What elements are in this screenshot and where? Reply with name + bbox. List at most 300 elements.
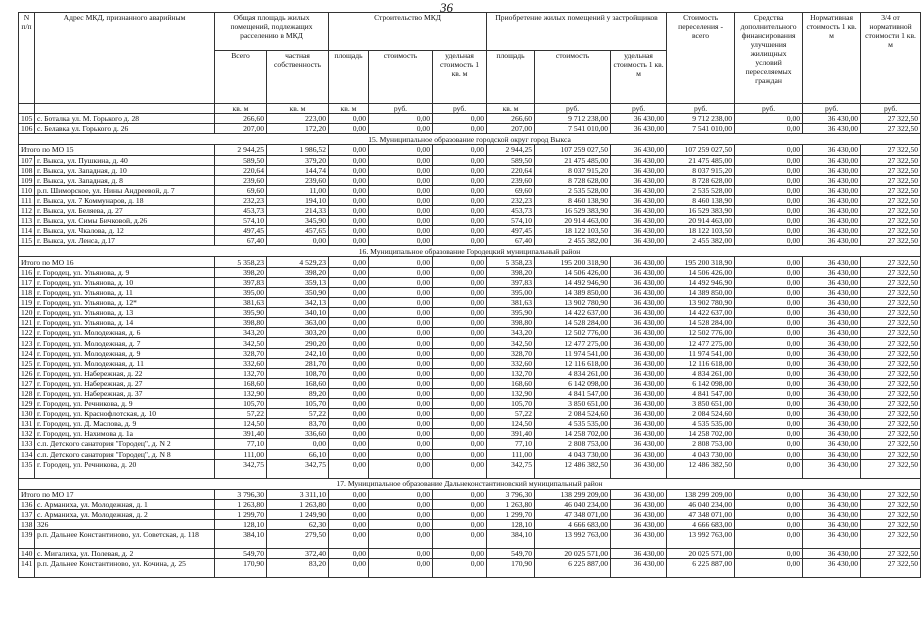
value-cell: 0,00 <box>735 328 803 338</box>
value-cell: 0,00 <box>433 185 487 195</box>
value-cell: 36 430,00 <box>611 489 667 499</box>
row-number: 141 <box>19 559 35 578</box>
value-cell: 4 043 730,00 <box>667 449 735 459</box>
value-cell: 27 322,50 <box>861 328 921 338</box>
section-row <box>19 134 921 145</box>
row-number: 115 <box>19 236 35 246</box>
section-row <box>19 246 921 257</box>
value-cell: 0,00 <box>369 318 433 328</box>
value-cell: 0,00 <box>433 348 487 358</box>
value-cell: 3 311,10 <box>267 489 329 499</box>
value-cell: 395,00 <box>215 288 267 298</box>
row-address: г. Городец, ул. Набережная, д. 22 <box>35 368 215 378</box>
row-number: 113 <box>19 216 35 226</box>
value-cell: 36 430,00 <box>803 175 861 185</box>
row-address: г. Выкса, ул. Западная, д. 8 <box>35 175 215 185</box>
table-row <box>19 185 921 195</box>
value-cell: 57,22 <box>215 409 267 419</box>
value-cell: 0,00 <box>433 195 487 205</box>
value-cell: 12 116 618,00 <box>667 358 735 368</box>
value-cell: 281,70 <box>267 358 329 368</box>
value-cell: 0,00 <box>433 328 487 338</box>
value-cell: 77,10 <box>215 439 267 449</box>
table-row <box>19 409 921 419</box>
value-cell: 3 850 651,00 <box>667 399 735 409</box>
value-cell: 27 322,50 <box>861 308 921 318</box>
value-cell: 36 430,00 <box>803 399 861 409</box>
value-cell: 13 992 763,00 <box>535 530 611 549</box>
row-number: 125 <box>19 358 35 368</box>
table-row <box>19 348 921 358</box>
value-cell: 36 430,00 <box>611 124 667 134</box>
value-cell: 1 263,80 <box>215 499 267 509</box>
row-address: г. Городец, ул. Молодежная, д. 9 <box>35 348 215 358</box>
table-row <box>19 439 921 449</box>
value-cell: 36 430,00 <box>803 145 861 155</box>
value-cell: 232,23 <box>215 195 267 205</box>
value-cell: 0,00 <box>433 399 487 409</box>
row-address: г. Выкса, ул. Беляева, д. 27 <box>35 206 215 216</box>
row-address: г. Городец, ул. Речникова, д. 20 <box>35 459 215 478</box>
value-cell: 27 322,50 <box>861 520 921 530</box>
unit-cell: руб. <box>611 104 667 114</box>
header-sub-cost: стоимость <box>535 51 611 104</box>
section-title: 17. Муниципальное образование Дальнеконстантиновский муниципальный район <box>19 478 921 489</box>
row-address: р.п. Шиморское, ул. Нины Андреевой, д. 7 <box>35 185 215 195</box>
row-address: с. Арманиха, ул. Молодежная, д. 1 <box>35 499 215 509</box>
value-cell: 5 358,23 <box>487 257 535 267</box>
value-cell: 14 422 637,00 <box>535 308 611 318</box>
value-cell: 27 322,50 <box>861 185 921 195</box>
value-cell: 397,83 <box>487 277 535 287</box>
row-number: 120 <box>19 308 35 318</box>
row-number: 130 <box>19 409 35 419</box>
value-cell: 8 037 915,20 <box>535 165 611 175</box>
value-cell: 332,60 <box>215 358 267 368</box>
value-cell: 36 430,00 <box>803 459 861 478</box>
value-cell: 2 944,25 <box>215 145 267 155</box>
value-cell: 214,33 <box>267 206 329 216</box>
row-address: г. Городец, ул. Краснофлотская, д. 10 <box>35 409 215 419</box>
table-row <box>19 429 921 439</box>
value-cell: 1 263,80 <box>487 499 535 509</box>
value-cell: 20 914 463,00 <box>667 216 735 226</box>
value-cell: 11,00 <box>267 185 329 195</box>
value-cell: 36 430,00 <box>611 216 667 226</box>
value-cell: 2 455 382,00 <box>667 236 735 246</box>
value-cell: 27 322,50 <box>861 409 921 419</box>
value-cell: 589,50 <box>487 155 535 165</box>
value-cell: 0,00 <box>433 388 487 398</box>
table-row <box>19 308 921 318</box>
value-cell: 27 322,50 <box>861 206 921 216</box>
value-cell: 397,83 <box>215 277 267 287</box>
value-cell: 36 430,00 <box>803 388 861 398</box>
value-cell: 36 430,00 <box>803 358 861 368</box>
value-cell: 0,00 <box>735 409 803 419</box>
value-cell: 36 430,00 <box>803 378 861 388</box>
value-cell: 342,13 <box>267 298 329 308</box>
value-cell: 0,00 <box>329 368 369 378</box>
value-cell: 0,00 <box>433 165 487 175</box>
value-cell: 12 486 382,50 <box>535 459 611 478</box>
value-cell: 12 502 776,00 <box>667 328 735 338</box>
row-number: 137 <box>19 510 35 520</box>
value-cell: 46 040 234,00 <box>535 499 611 509</box>
value-cell: 0,00 <box>329 308 369 318</box>
value-cell: 124,50 <box>215 419 267 429</box>
value-cell: 0,00 <box>369 216 433 226</box>
value-cell: 0,00 <box>433 358 487 368</box>
value-cell: 36 430,00 <box>803 277 861 287</box>
value-cell: 0,00 <box>369 368 433 378</box>
value-cell: 266,60 <box>215 114 267 124</box>
value-cell: 18 122 103,50 <box>667 226 735 236</box>
value-cell: 36 430,00 <box>803 348 861 358</box>
value-cell: 0,00 <box>433 236 487 246</box>
row-number: 117 <box>19 277 35 287</box>
row-address: г. Выкса, ул. Западная, д. 10 <box>35 165 215 175</box>
value-cell: 36 430,00 <box>803 165 861 175</box>
table-header <box>19 13 921 114</box>
value-cell: 4 841 547,00 <box>667 388 735 398</box>
value-cell: 27 322,50 <box>861 489 921 499</box>
value-cell: 168,60 <box>267 378 329 388</box>
unit-cell: кв. м <box>487 104 535 114</box>
value-cell: 4 834 261,00 <box>667 368 735 378</box>
value-cell: 0,00 <box>735 449 803 459</box>
value-cell: 128,10 <box>487 520 535 530</box>
header-resettle-cost: Стоимость переселения - всего <box>667 13 735 104</box>
value-cell: 0,00 <box>329 409 369 419</box>
value-cell: 6 225 887,00 <box>667 559 735 578</box>
row-number: 108 <box>19 165 35 175</box>
value-cell: 0,00 <box>433 308 487 318</box>
row-number: 116 <box>19 267 35 277</box>
value-cell: 36 430,00 <box>611 459 667 478</box>
value-cell: 7 541 010,00 <box>667 124 735 134</box>
value-cell: 27 322,50 <box>861 459 921 478</box>
value-cell: 0,00 <box>329 145 369 155</box>
value-cell: 0,00 <box>329 419 369 429</box>
value-cell: 27 322,50 <box>861 226 921 236</box>
value-cell: 342,75 <box>215 459 267 478</box>
row-address: с. Мигалиха, ул. Полевая, д. 2 <box>35 549 215 559</box>
value-cell: 168,60 <box>487 378 535 388</box>
value-cell: 223,00 <box>267 114 329 124</box>
value-cell: 13 992 763,00 <box>667 530 735 549</box>
value-cell: 27 322,50 <box>861 499 921 509</box>
value-cell: 0,00 <box>369 175 433 185</box>
value-cell: 0,00 <box>735 114 803 124</box>
value-cell: 36 430,00 <box>611 226 667 236</box>
value-cell: 36 430,00 <box>803 409 861 419</box>
value-cell: 3 796,30 <box>487 489 535 499</box>
value-cell: 0,00 <box>735 145 803 155</box>
value-cell: 27 322,50 <box>861 378 921 388</box>
value-cell: 4 834 261,00 <box>535 368 611 378</box>
row-address: г. Выкса, ул. 7 Коммунаров, д. 18 <box>35 195 215 205</box>
value-cell: 36 430,00 <box>611 549 667 559</box>
value-cell: 36 430,00 <box>611 399 667 409</box>
value-cell: 21 475 485,00 <box>667 155 735 165</box>
value-cell: 36 430,00 <box>803 185 861 195</box>
value-cell: 0,00 <box>329 358 369 368</box>
value-cell: 36 430,00 <box>611 449 667 459</box>
row-number: 107 <box>19 155 35 165</box>
table-row <box>19 399 921 409</box>
value-cell: 36 430,00 <box>803 499 861 509</box>
value-cell: 138 299 209,00 <box>667 489 735 499</box>
value-cell: 27 322,50 <box>861 358 921 368</box>
value-cell: 0,00 <box>735 206 803 216</box>
value-cell: 589,50 <box>215 155 267 165</box>
value-cell: 194,10 <box>267 195 329 205</box>
value-cell: 36 430,00 <box>611 499 667 509</box>
value-cell: 36 430,00 <box>803 368 861 378</box>
value-cell: 0,00 <box>369 267 433 277</box>
value-cell: 0,00 <box>329 155 369 165</box>
value-cell: 279,50 <box>267 530 329 549</box>
value-cell: 27 322,50 <box>861 124 921 134</box>
table-row <box>19 216 921 226</box>
value-cell: 359,13 <box>267 277 329 287</box>
header-construction: Строительство МКД <box>329 13 487 51</box>
value-cell: 0,00 <box>267 236 329 246</box>
table-row <box>19 388 921 398</box>
value-cell: 11 974 541,00 <box>667 348 735 358</box>
value-cell: 36 430,00 <box>611 388 667 398</box>
row-address: г. Городец, ул. Молодежная, д. 6 <box>35 328 215 338</box>
value-cell: 27 322,50 <box>861 155 921 165</box>
row-address: г. Городец, ул. Ульянова, д. 14 <box>35 318 215 328</box>
value-cell: 0,00 <box>735 267 803 277</box>
table-row <box>19 499 921 509</box>
value-cell: 0,00 <box>735 318 803 328</box>
header-num: N п/п <box>19 13 35 104</box>
row-number: 122 <box>19 328 35 338</box>
value-cell: 384,10 <box>215 530 267 549</box>
value-cell: 4 666 683,00 <box>667 520 735 530</box>
unit-cell: руб. <box>667 104 735 114</box>
row-number: 118 <box>19 288 35 298</box>
row-address: р.п. Дальнее Константиново, ул. Советская, д. 118 <box>35 530 215 549</box>
header-sub-total: Всего <box>215 51 267 104</box>
unit-cell: кв. м <box>329 104 369 114</box>
row-address: г. Городец, ул. Ульянова, д. 10 <box>35 277 215 287</box>
value-cell: 11 974 541,00 <box>535 348 611 358</box>
row-number: 114 <box>19 226 35 236</box>
value-cell: 14 389 850,00 <box>667 288 735 298</box>
value-cell: 36 430,00 <box>803 489 861 499</box>
value-cell: 4 841 547,00 <box>535 388 611 398</box>
unit-cell: руб. <box>861 104 921 114</box>
value-cell: 36 430,00 <box>611 530 667 549</box>
value-cell: 0,00 <box>369 155 433 165</box>
value-cell: 0,00 <box>433 439 487 449</box>
value-cell: 0,00 <box>735 388 803 398</box>
value-cell: 132,70 <box>487 368 535 378</box>
value-cell: 2 535 528,00 <box>667 185 735 195</box>
value-cell: 9 712 238,00 <box>667 114 735 124</box>
value-cell: 343,20 <box>487 328 535 338</box>
row-number: 138 <box>19 520 35 530</box>
value-cell: 1 299,70 <box>487 510 535 520</box>
value-cell: 0,00 <box>433 419 487 429</box>
value-cell: 0,00 <box>369 124 433 134</box>
row-number: 105 <box>19 114 35 124</box>
value-cell: 36 430,00 <box>611 185 667 195</box>
value-cell: 69,60 <box>487 185 535 195</box>
value-cell: 27 322,50 <box>861 175 921 185</box>
row-address: г. Выкса, ул. Симы Бичковой, д.26 <box>35 216 215 226</box>
value-cell: 0,00 <box>329 288 369 298</box>
value-cell: 27 322,50 <box>861 318 921 328</box>
value-cell: 0,00 <box>735 429 803 439</box>
value-cell: 0,00 <box>329 499 369 509</box>
value-cell: 3 850 651,00 <box>535 399 611 409</box>
header-three-quarter: 3/4 от нормативной стоимости 1 кв. м <box>861 13 921 104</box>
value-cell: 46 040 234,00 <box>667 499 735 509</box>
value-cell: 0,00 <box>735 298 803 308</box>
value-cell: 57,22 <box>267 409 329 419</box>
value-cell: 128,10 <box>215 520 267 530</box>
value-cell: 0,00 <box>329 459 369 478</box>
row-number: 131 <box>19 419 35 429</box>
value-cell: 0,00 <box>433 206 487 216</box>
value-cell: 170,90 <box>215 559 267 578</box>
value-cell: 0,00 <box>329 114 369 124</box>
value-cell: 0,00 <box>735 155 803 165</box>
value-cell: 36 430,00 <box>803 318 861 328</box>
value-cell: 27 322,50 <box>861 388 921 398</box>
value-cell: 0,00 <box>735 185 803 195</box>
value-cell: 6 142 098,00 <box>535 378 611 388</box>
value-cell: 1 263,80 <box>267 499 329 509</box>
value-cell: 62,30 <box>267 520 329 530</box>
value-cell: 107 259 027,50 <box>535 145 611 155</box>
value-cell: 384,10 <box>487 530 535 549</box>
value-cell: 453,73 <box>215 206 267 216</box>
value-cell: 14 258 702,00 <box>535 429 611 439</box>
value-cell: 144,74 <box>267 165 329 175</box>
row-address: г. Городец, ул. Нахимова д. 1а <box>35 429 215 439</box>
value-cell: 574,10 <box>487 216 535 226</box>
value-cell: 0,00 <box>433 559 487 578</box>
value-cell: 0,00 <box>433 378 487 388</box>
value-cell: 47 348 071,00 <box>535 510 611 520</box>
value-cell: 0,00 <box>369 419 433 429</box>
value-cell: 36 430,00 <box>611 175 667 185</box>
value-cell: 457,65 <box>267 226 329 236</box>
unit-cell: руб. <box>433 104 487 114</box>
value-cell: 69,60 <box>215 185 267 195</box>
value-cell: 0,00 <box>369 559 433 578</box>
value-cell: 12 116 618,00 <box>535 358 611 368</box>
table-row <box>19 449 921 459</box>
value-cell: 36 430,00 <box>803 419 861 429</box>
value-cell: 0,00 <box>369 439 433 449</box>
value-cell: 36 430,00 <box>611 409 667 419</box>
value-cell: 1 249,90 <box>267 510 329 520</box>
table-row <box>19 549 921 559</box>
value-cell: 0,00 <box>369 348 433 358</box>
header-purchase: Приобретение жилых помещений у застройщиков <box>487 13 667 51</box>
value-cell: 20 025 571,00 <box>535 549 611 559</box>
header-sub-private: частная собственность <box>267 51 329 104</box>
value-cell: 0,00 <box>329 175 369 185</box>
table-row <box>19 368 921 378</box>
value-cell: 0,00 <box>329 378 369 388</box>
value-cell: 372,40 <box>267 549 329 559</box>
value-cell: 20 025 571,00 <box>667 549 735 559</box>
row-address: г. Городец, ул. Молодежная, д. 11 <box>35 358 215 368</box>
row-number: 132 <box>19 429 35 439</box>
value-cell: 36 430,00 <box>803 530 861 549</box>
total-row <box>19 489 921 499</box>
value-cell: 36 430,00 <box>611 267 667 277</box>
section-title: 15. Муниципальное образование городской округ город Выкса <box>19 134 921 145</box>
value-cell: 328,70 <box>215 348 267 358</box>
value-cell: 0,00 <box>329 267 369 277</box>
value-cell: 453,73 <box>487 206 535 216</box>
value-cell: 0,00 <box>369 338 433 348</box>
row-address: г. Выкса, ул. Пушкина, д. 40 <box>35 155 215 165</box>
table-row <box>19 510 921 520</box>
value-cell: 0,00 <box>369 145 433 155</box>
value-cell: 7 541 010,00 <box>535 124 611 134</box>
value-cell: 0,00 <box>329 226 369 236</box>
unit-cell: кв. м <box>267 104 329 114</box>
value-cell: 1 299,70 <box>215 510 267 520</box>
value-cell: 328,70 <box>487 348 535 358</box>
row-address: с.п. Детского санатория "Городец", д. N 2 <box>35 439 215 449</box>
value-cell: 0,00 <box>433 318 487 328</box>
value-cell: 0,00 <box>433 175 487 185</box>
value-cell: 0,00 <box>433 267 487 277</box>
value-cell: 107 259 027,50 <box>667 145 735 155</box>
value-cell: 36 430,00 <box>803 338 861 348</box>
row-address: г. Выкса, ул. Ленса, д.17 <box>35 236 215 246</box>
total-label: Итого по МО 17 <box>19 489 215 499</box>
value-cell: 14 258 702,00 <box>667 429 735 439</box>
value-cell: 0,00 <box>369 328 433 338</box>
value-cell: 36 430,00 <box>803 155 861 165</box>
value-cell: 108,70 <box>267 368 329 378</box>
value-cell: 8 728 628,00 <box>535 175 611 185</box>
unit-cell: кв. м <box>215 104 267 114</box>
value-cell: 0,00 <box>329 429 369 439</box>
header-total-area: Общая площадь жилых помещений, подлежащих расселению в МКД <box>215 13 329 51</box>
value-cell: 27 322,50 <box>861 277 921 287</box>
value-cell: 4 535 535,00 <box>667 419 735 429</box>
value-cell: 0,00 <box>735 399 803 409</box>
value-cell: 6 225 887,00 <box>535 559 611 578</box>
value-cell: 0,00 <box>329 510 369 520</box>
value-cell: 36 430,00 <box>611 419 667 429</box>
value-cell: 27 322,50 <box>861 549 921 559</box>
value-cell: 27 322,50 <box>861 338 921 348</box>
value-cell: 2 808 753,00 <box>667 439 735 449</box>
value-cell: 0,00 <box>735 520 803 530</box>
value-cell: 0,00 <box>433 409 487 419</box>
row-number: 128 <box>19 388 35 398</box>
unit-cell: руб. <box>735 104 803 114</box>
value-cell: 0,00 <box>433 449 487 459</box>
value-cell: 36 430,00 <box>611 429 667 439</box>
value-cell: 0,00 <box>735 124 803 134</box>
row-number: 135 <box>19 459 35 478</box>
